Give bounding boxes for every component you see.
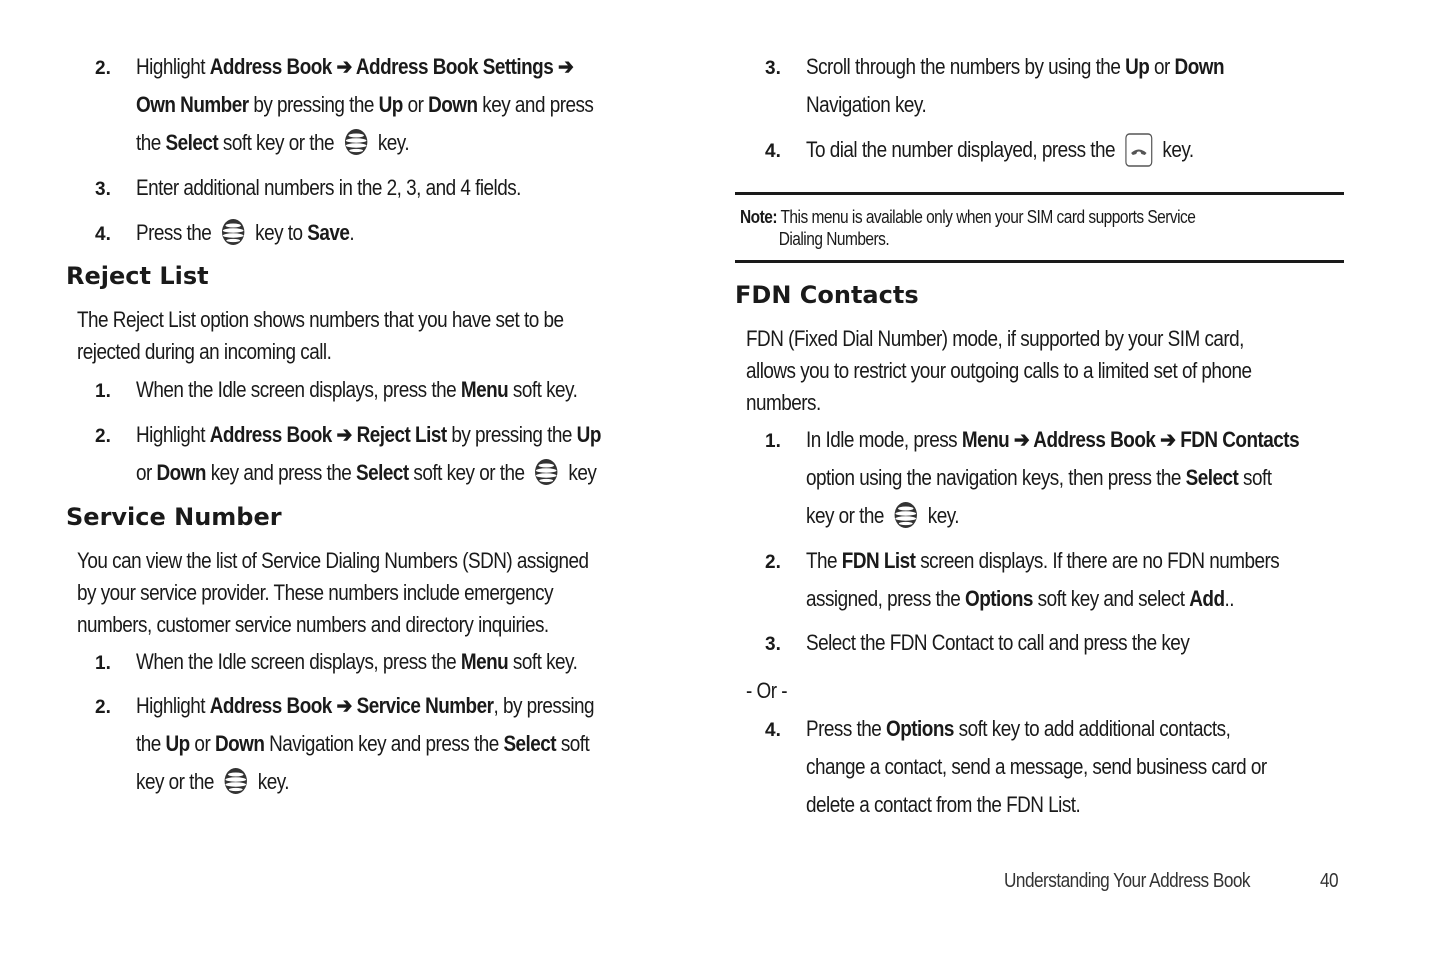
step-number: 2. bbox=[95, 426, 111, 447]
section-paragraph: The Reject List option shows numbers that you have set to be rejected during an incoming call. bbox=[77, 307, 564, 364]
note-box: Note: This menu is available only when your SIM card supports Service Dialing Numbers. bbox=[740, 207, 1196, 249]
step-number: 4. bbox=[765, 720, 781, 741]
att-globe-ok-key-icon bbox=[534, 458, 558, 486]
section-paragraph: You can view the list of Service Dialing Numbers (SDN) assigned by your service provider. These numbers include emergency numbers, customer service numbers and directory inquiries. bbox=[77, 548, 589, 637]
step-number: 3. bbox=[765, 58, 781, 79]
step-text: The FDN List screen displays. If there are no FDN numbers assigned, press the Options soft key and select Add.. bbox=[806, 548, 1280, 611]
step-number: 1. bbox=[765, 431, 781, 452]
step-number: 2. bbox=[95, 58, 111, 79]
att-globe-ok-key-icon bbox=[221, 218, 245, 246]
step-number: 3. bbox=[765, 634, 781, 655]
step-number: 1. bbox=[95, 653, 111, 674]
note-bottom-rule bbox=[735, 260, 1344, 263]
att-globe-ok-key-icon bbox=[224, 767, 248, 795]
step-text: When the Idle screen displays, press the Menu soft key. bbox=[136, 649, 578, 674]
footer-section-title: Understanding Your Address Book bbox=[1004, 870, 1251, 892]
page-number: 40 bbox=[1320, 870, 1339, 892]
step-text: In Idle mode, press Menu ➔ Address Book ➔ FDN Contacts option using the navigation keys, then press the Select soft key or the key. bbox=[806, 427, 1300, 528]
section-paragraph: FDN (Fixed Dial Number) mode, if supported by your SIM card, allows you to restrict your outgoing calls to a limited set of phone numbers. bbox=[746, 326, 1252, 415]
step-text: Highlight Address Book ➔ Service Number, by pressing the Up or Down Navigation key and press the Select soft key or the key. bbox=[136, 693, 595, 794]
step-text: Press the Options soft key to add additional contacts, change a contact, send a message, send business card or delete a contact from the FDN List. bbox=[806, 716, 1267, 817]
step-number: 4. bbox=[765, 141, 781, 162]
send-call-key-icon bbox=[1125, 133, 1153, 167]
step-number: 1. bbox=[95, 381, 111, 402]
step-number: 3. bbox=[95, 179, 111, 200]
section-heading-reject-list: Reject List bbox=[66, 262, 209, 290]
step-number: 2. bbox=[95, 697, 111, 718]
step-text: Press the key to Save. bbox=[136, 220, 355, 245]
step-text: Highlight Address Book ➔ Address Book Settings ➔ Own Number by pressing the Up or Down key and press the Select soft key or the key. bbox=[136, 54, 594, 155]
note-top-rule bbox=[735, 192, 1344, 195]
step-text: Highlight Address Book ➔ Reject List by pressing the Up or Down key and press the Select soft key or the key bbox=[136, 422, 601, 485]
step-text: When the Idle screen displays, press the Menu soft key. bbox=[136, 377, 578, 402]
step-text: Select the FDN Contact to call and press the key bbox=[806, 630, 1190, 655]
step-text: To dial the number displayed, press the key. bbox=[806, 131, 1194, 169]
step-text: Scroll through the numbers by using the Up or Down Navigation key. bbox=[806, 54, 1224, 117]
note-label: Note: bbox=[740, 207, 777, 227]
section-heading-service-number: Service Number bbox=[66, 503, 282, 531]
att-globe-ok-key-icon bbox=[344, 128, 368, 156]
or-separator: - Or - bbox=[746, 678, 788, 703]
step-number: 4. bbox=[95, 224, 111, 245]
step-number: 2. bbox=[765, 552, 781, 573]
step-text: Enter additional numbers in the 2, 3, and 4 fields. bbox=[136, 175, 521, 200]
att-globe-ok-key-icon bbox=[894, 501, 918, 529]
section-heading-fdn-contacts: FDN Contacts bbox=[735, 281, 919, 309]
